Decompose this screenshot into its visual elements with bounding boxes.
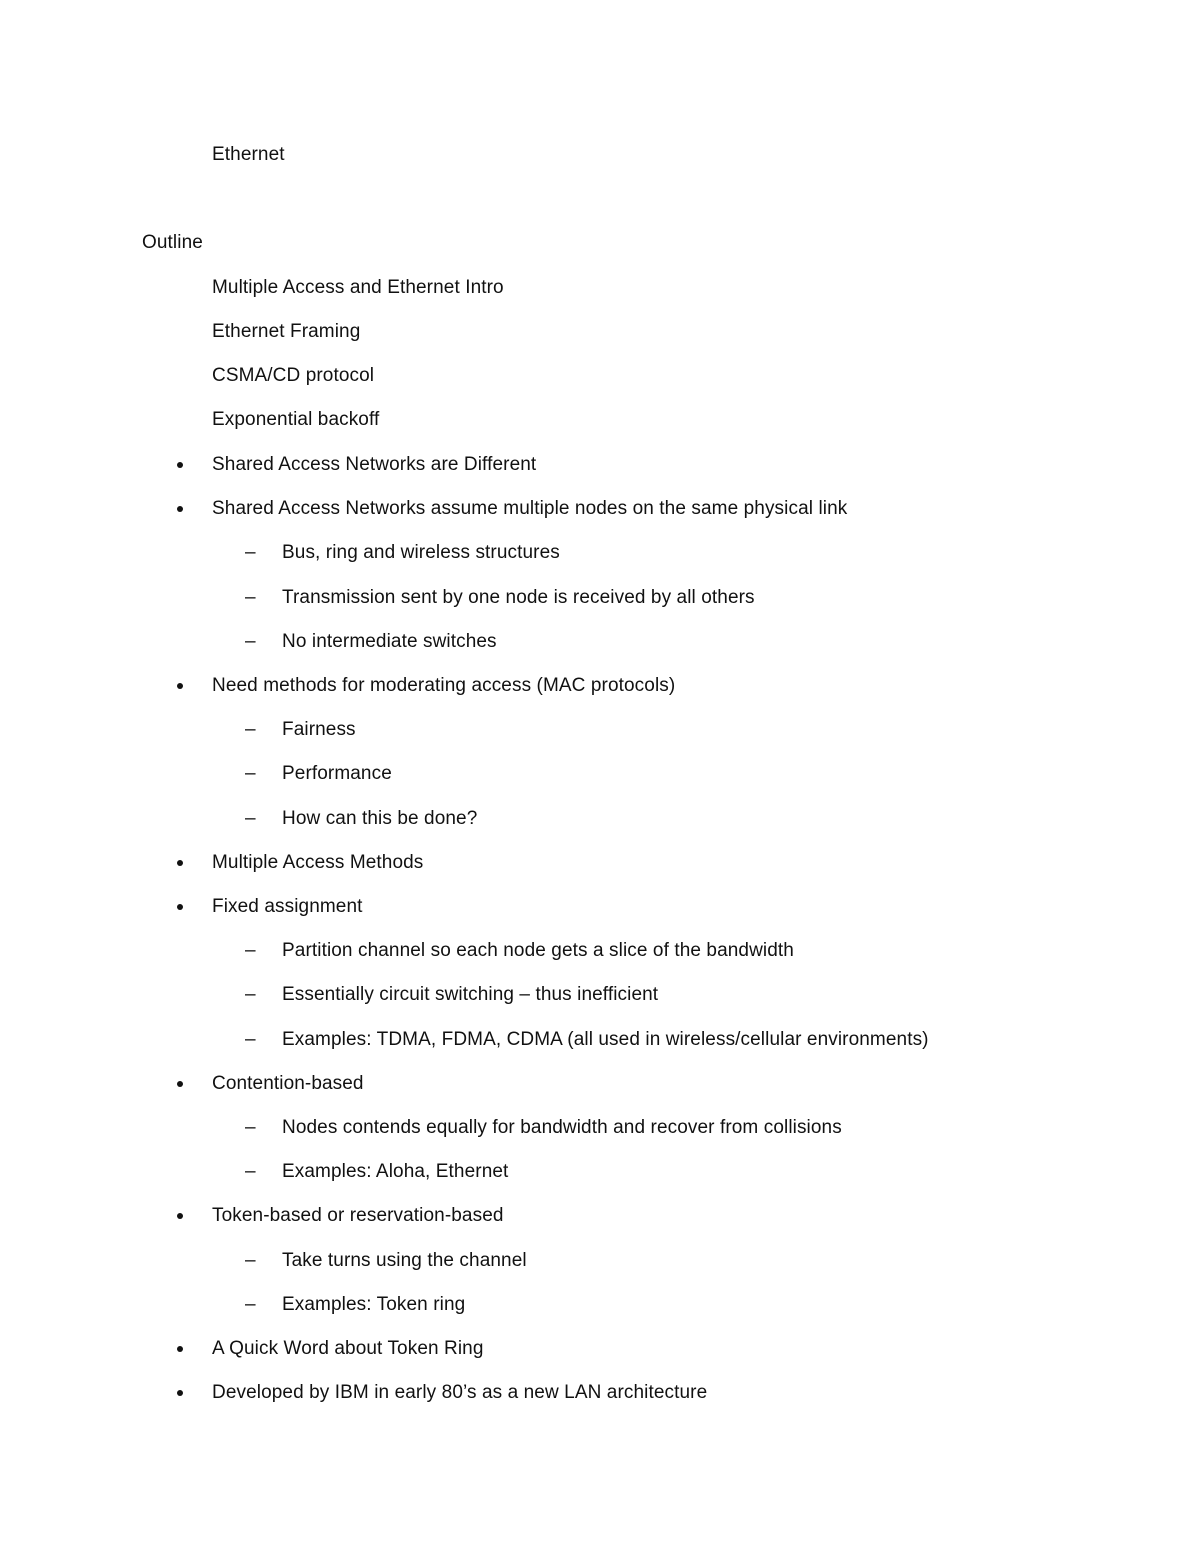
bullet-icon <box>177 1390 183 1396</box>
sub-bullet-item: Examples: Aloha, Ethernet <box>282 1161 509 1182</box>
dash-icon: – <box>245 631 256 652</box>
sub-bullet-item: Nodes contends equally for bandwidth and recover from collisions <box>282 1117 842 1138</box>
bullet-icon <box>177 860 183 866</box>
dash-icon: – <box>245 1161 256 1182</box>
sub-bullet-item: Transmission sent by one node is received by all others <box>282 587 755 608</box>
bullet-item: Need methods for moderating access (MAC protocols) <box>212 675 676 696</box>
bullet-icon <box>177 904 183 910</box>
document-title: Ethernet <box>212 144 285 165</box>
bullet-item: A Quick Word about Token Ring <box>212 1338 484 1359</box>
dash-icon: – <box>245 808 256 829</box>
bullet-icon <box>177 462 183 468</box>
bullet-item: Fixed assignment <box>212 896 363 917</box>
dash-icon: – <box>245 1117 256 1138</box>
bullet-icon <box>177 1081 183 1087</box>
bullet-item: Contention-based <box>212 1073 364 1094</box>
bullet-item: Multiple Access Methods <box>212 852 424 873</box>
dash-icon: – <box>245 542 256 563</box>
outline-item: Ethernet Framing <box>212 321 361 342</box>
bullet-item: Developed by IBM in early 80’s as a new LAN architecture <box>212 1382 708 1403</box>
dash-icon: – <box>245 984 256 1005</box>
bullet-item: Token-based or reservation-based <box>212 1205 504 1226</box>
sub-bullet-item: Fairness <box>282 719 356 740</box>
bullet-icon <box>177 683 183 689</box>
bullet-icon <box>177 1346 183 1352</box>
dash-icon: – <box>245 763 256 784</box>
dash-icon: – <box>245 1029 256 1050</box>
sub-bullet-item: How can this be done? <box>282 808 478 829</box>
bullet-item: Shared Access Networks are Different <box>212 454 537 475</box>
bullet-icon <box>177 506 183 512</box>
dash-icon: – <box>245 1250 256 1271</box>
outline-item: CSMA/CD protocol <box>212 365 375 386</box>
bullet-item: Shared Access Networks assume multiple nodes on the same physical link <box>212 498 848 519</box>
dash-icon: – <box>245 587 256 608</box>
sub-bullet-item: Essentially circuit switching – thus inefficient <box>282 984 659 1005</box>
bullet-icon <box>177 1213 183 1219</box>
sub-bullet-item: Performance <box>282 763 392 784</box>
dash-icon: – <box>245 940 256 961</box>
sub-bullet-item: Take turns using the channel <box>282 1250 527 1271</box>
outline-heading: Outline <box>142 232 203 253</box>
sub-bullet-item: Partition channel so each node gets a slice of the bandwidth <box>282 940 794 961</box>
sub-bullet-item: Bus, ring and wireless structures <box>282 542 560 563</box>
sub-bullet-item: No intermediate switches <box>282 631 497 652</box>
outline-item: Multiple Access and Ethernet Intro <box>212 277 504 298</box>
dash-icon: – <box>245 719 256 740</box>
dash-icon: – <box>245 1294 256 1315</box>
sub-bullet-item: Examples: Token ring <box>282 1294 466 1315</box>
sub-bullet-item: Examples: TDMA, FDMA, CDMA (all used in wireless/cellular environments) <box>282 1029 929 1050</box>
outline-item: Exponential backoff <box>212 409 380 430</box>
